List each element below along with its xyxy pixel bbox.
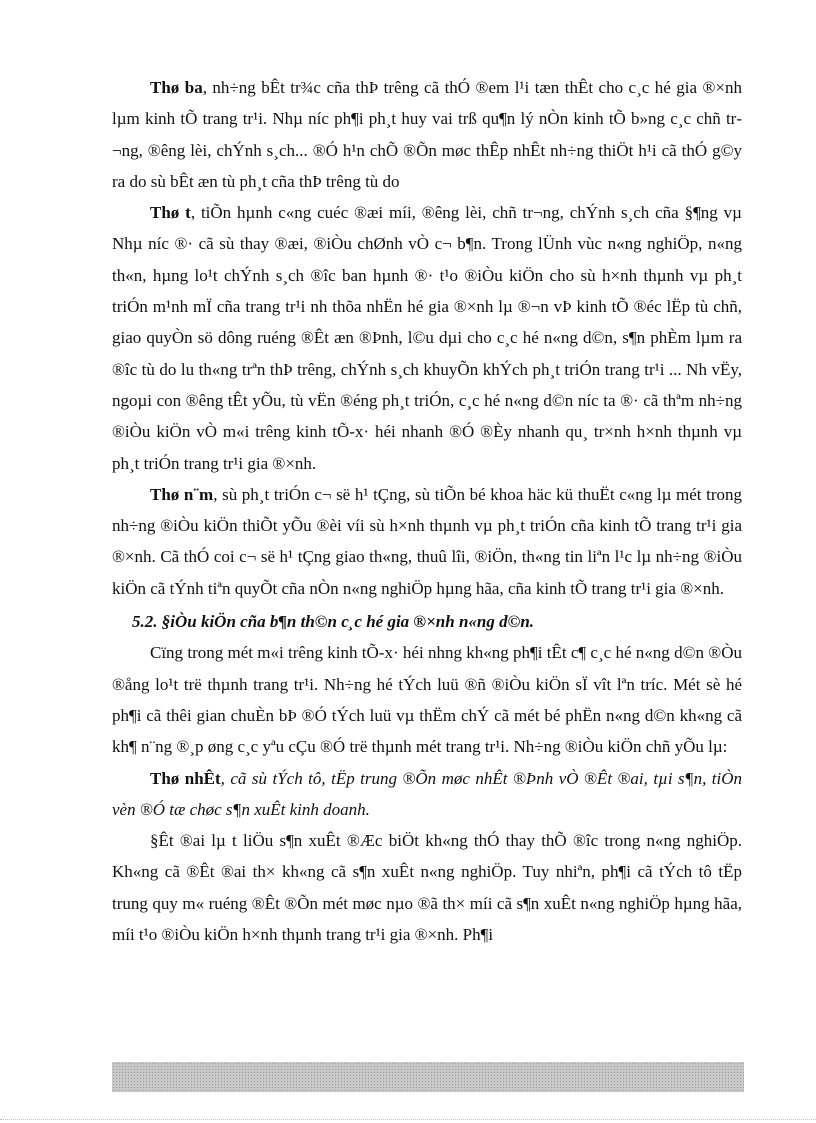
paragraph-thu-tu bbox=[112, 197, 742, 479]
paragraph-thu-ba bbox=[112, 72, 742, 197]
paragraph-lead: Thø nhÊt bbox=[150, 768, 221, 788]
paragraph-italic-text: , cã sù tÝch tô, tËp trung ®Õn møc nhÊt ®Þnh vÒ ®Êt ®ai, tµi s¶n, tiÒn vèn ®Ó tæ chøc s¶n xuÊt kinh doanh. bbox=[112, 768, 743, 819]
section-heading: 5.2. §iÒu kiÖn cña b¶n th©n c¸c hé gia ®×nh n«ng d©n. bbox=[132, 612, 535, 632]
paragraph-lead: Thø ba bbox=[150, 78, 203, 97]
document-body bbox=[112, 72, 742, 950]
footer-shaded-band bbox=[112, 1062, 744, 1092]
paragraph-intro-conditions bbox=[112, 637, 742, 762]
paragraph-thu-nam bbox=[112, 479, 742, 604]
paragraph-text: , nh÷ng bÊt tr¾c cña thÞ trêng cã thÓ ®em l¹i tæn thÊt cho c¸c hé gia ®×nh lµm kinh tÕ trang tr¹i. Nhµ níc ph¶i ph¸t huy vai trß qu¶n lý nÒn kinh tÕ b»ng c¸c chñ tr¬ng, ®êng lèi, chÝnh s¸ch... ®Ó h¹n chÕ ®Õn møc thÊp nhÊt nh÷ng thiÖt h¹i cã thÓ g©y ra do sù bÊt æn tù ph¸t cña thÞ trêng tù do bbox=[112, 78, 742, 191]
paragraph-text: §Êt ®ai lµ t liÖu s¶n xuÊt ®Æc biÖt kh«ng thÓ thay thÕ ®îc trong n«ng nghiÖp. Kh«ng cã ®Êt ®ai th× kh«ng cã s¶n xuÊt n«ng nghiÖp. Tuy nhiªn, ph¶i cã tÝch tô tËp trung quy m« ruéng ®Êt ®Õn mét møc nµo ®ã th× míi cã s¶n xuÊt n«ng nghiÖp hµng hãa, míi t¹o ®iÒu kiÖn h×nh thµnh trang tr¹i gia ®×nh. Ph¶i bbox=[112, 831, 742, 945]
paragraph-text: , sù ph¸t triÓn c¬ së h¹ tÇng, sù tiÕn bé khoa häc kü thuËt c«ng lµ mét trong nh÷ng ®iÒu kiÖn thiÕt yÕu ®èi víi sù h×nh thµnh vµ ph¸t triÓn cña kinh tÕ trang tr¹i gia ®×nh. Cã thÓ coi c¬ së h¹ tÇng giao th«ng, thuû lîi, ®iÖn, th«ng tin liªn l¹c lµ nh÷ng ®iÒu kiÖn cã tÝnh tiªn quyÕt cña nÒn n«ng nghiÖp hµng hãa, cña kinh tÕ trang tr¹i gia ®×nh. bbox=[112, 484, 742, 598]
paragraph-lead: Thø t bbox=[150, 203, 191, 223]
paragraph-text: Cïng trong mét m«i trêng kinh tÕ-x· héi nhng kh«ng ph¶i tÊt c¶ c¸c hé n«ng d©n ®Òu ®ång lo¹t trë thµnh trang tr¹i. Nh÷ng hé tÝch luü ®ñ ®iÒu kiÖn sÏ vît lªn tríc. Mét sè hé ph¶i cã thêi gian chuÈn bÞ ®Ó tÝch luü vµ thËm chÝ cã mét bé phËn n«ng d©n kh«ng cã kh¶ n¨ng ®¸p øng c¸c yªu cÇu ®Ó trë thµnh mét trang tr¹i. Nh÷ng ®iÒu kiÖn chñ yÕu lµ: bbox=[112, 643, 742, 757]
paragraph-text: , tiÕn hµnh c«ng cuéc ®æi míi, ®êng lèi, chñ tr¬ng, chÝnh s¸ch cña §¶ng vµ Nhµ níc ®· cã sù thay ®æi, ®iÒu chØnh vÒ c¬ b¶n. Trong lÜnh vùc n«ng nghiÖp, n«ng th«n, hµng lo¹t chÝnh s¸ch ®îc ban hµnh ®· t¹o ®iÒu kiÖn cho sù h×nh thµnh vµ ph¸t triÓn m¹nh mÏ cña trang tr¹i nh thõa nhËn hé gia ®×nh lµ ®¬n vÞ kinh tÕ ®éc lËp tù chñ, giao quyÒn sö dông ruéng ®Êt æn ®Þnh, l©u dµi cho c¸c hé n«ng d©n, s¶n phÈm lµm ra ®îc tù do lu th«ng trªn thÞ trêng, chÝnh s¸ch khuyÕn khÝch ph¸t triÓn trang tr¹i ... Nh vËy, ngoµi con ®êng tÊt yÕu, tù vËn ®éng ph¸t triÓn, c¸c hé n«ng d©n níc ta ®· cã thªm nh÷ng ®iÒu kiÖn vÒ m«i trêng kinh tÕ-x· héi nhanh ®Ó ®Èy nhanh qu¸ tr×nh h×nh thµnh vµ ph¸t triÓn trang tr¹i gia ®×nh. bbox=[112, 203, 742, 473]
paragraph-thu-nhat bbox=[112, 763, 742, 826]
page-bottom-divider bbox=[0, 1119, 816, 1120]
paragraph-lead: Thø n¨m bbox=[150, 484, 214, 504]
paragraph-dat-dai bbox=[112, 825, 742, 950]
